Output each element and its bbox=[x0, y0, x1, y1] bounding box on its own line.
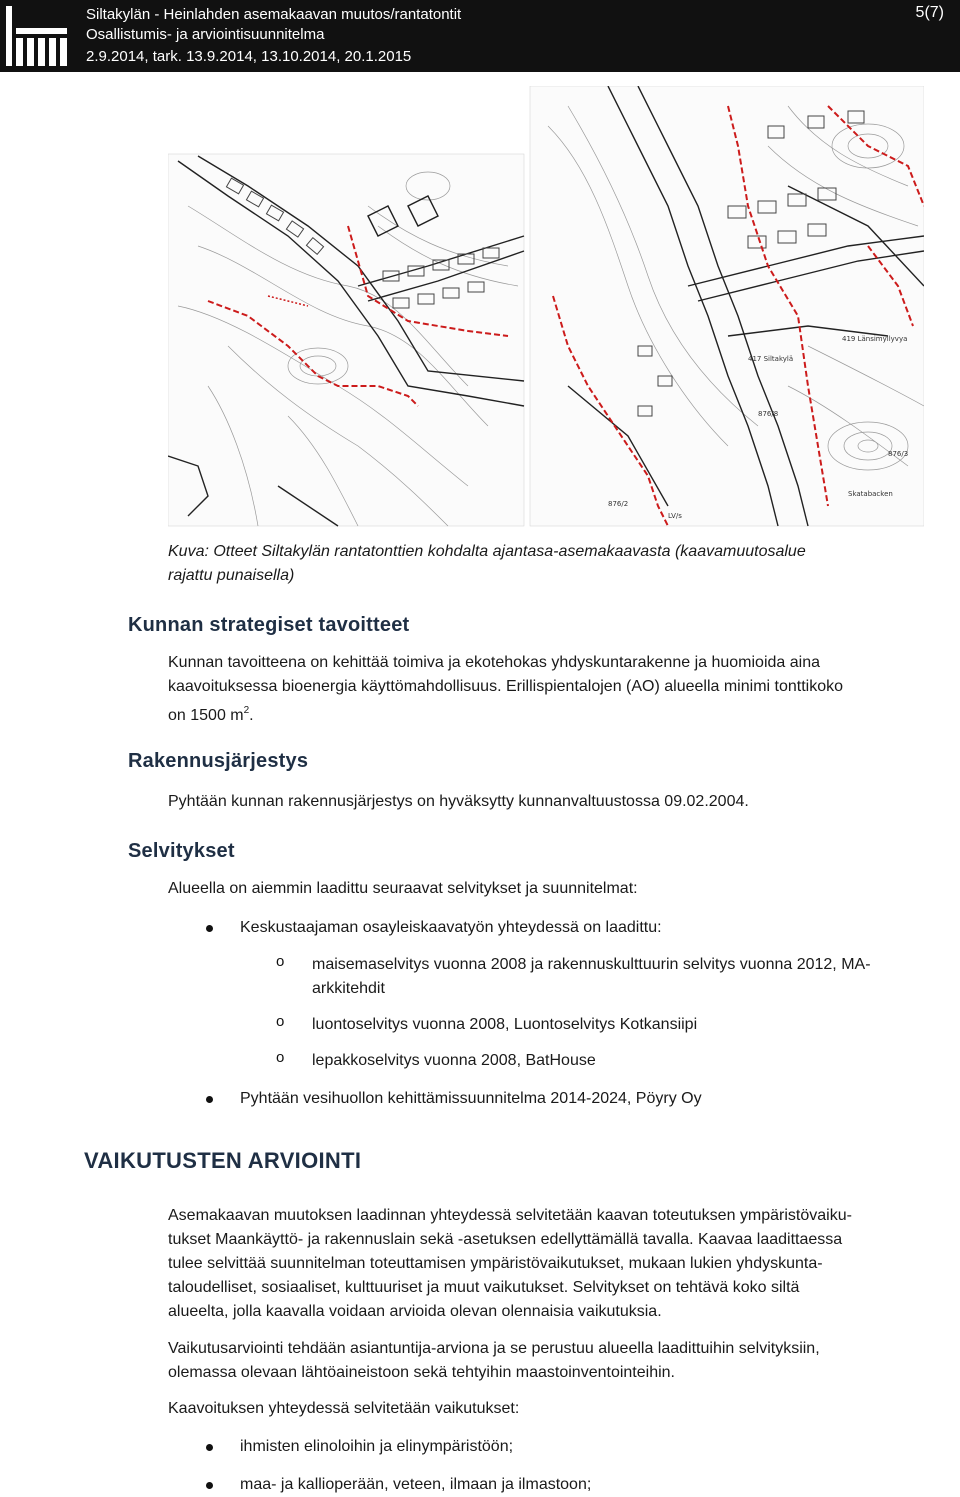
map-label: 876/2 bbox=[608, 500, 629, 508]
impact-heading: VAIKUTUSTEN ARVIOINTI bbox=[84, 1148, 362, 1173]
caption-line: Kuva: Otteet Siltakylän rantatonttien kohdalta ajantasa-asemakaavasta (kaavamuutosalue bbox=[168, 543, 806, 560]
rules-text: Pyhtään kunnan rakennusjärjestys on hyväksytty kunnanvaltuustossa 09.02.2004. bbox=[168, 793, 749, 810]
studies-subitem: lepakkoselvitys vuonna 2008, BatHouse bbox=[312, 1052, 596, 1069]
strategy-heading: Kunnan strategiset tavoitteet bbox=[128, 614, 410, 636]
studies-bullet: Keskustaajaman osayleiskaavatyön yhteydessä on laadittu: bbox=[240, 919, 662, 936]
text-line: tukset Maankäyttö- ja rakennuslain sekä -asetuksen edellyttämällä tavalla. Kaavaa laadittaessa bbox=[168, 1231, 843, 1248]
caption-line: rajattu punaisella) bbox=[168, 567, 295, 584]
strategy-paragraph bbox=[168, 651, 948, 728]
sub-bullet-icon: o bbox=[276, 953, 285, 970]
municipality-logo-icon bbox=[4, 4, 70, 68]
map-label: Skatabacken bbox=[848, 490, 893, 498]
map-label: 419 Länsimyllyvya bbox=[842, 335, 908, 343]
text-line: alueelta, jolla kaavalla voidaan arvioida olevan olennaisia vaikutuksia. bbox=[168, 1303, 662, 1320]
bullet-icon bbox=[206, 1482, 213, 1489]
impact-paragraph bbox=[168, 1337, 948, 1385]
text-line: Asemakaavan muutoksen laadinnan yhteydessä selvitetään kaavan toteutuksen ympäristövaiku- bbox=[168, 1207, 852, 1224]
studies-intro: Alueella on aiemmin laadittu seuraavat selvitykset ja suunnitelmat: bbox=[168, 880, 638, 897]
map-label: 876/8 bbox=[758, 410, 779, 418]
text-line: Kunnan tavoitteena on kehittää toimiva ja ekotehokas yhdyskuntarakenne ja huomioida aina bbox=[168, 654, 820, 671]
document-dates: 2.9.2014, tark. 13.9.2014, 13.10.2014, 20.1.2015 bbox=[86, 48, 412, 65]
studies-subitem: luontoselvitys vuonna 2008, Luontoselvitys Kotkansiipi bbox=[312, 1016, 698, 1033]
rules-heading: Rakennusjärjestys bbox=[128, 750, 309, 772]
document-title: Siltakylän - Heinlahden asemakaavan muutos/rantatontit bbox=[86, 6, 462, 23]
text-line: Vaikutusarviointi tehdään asiantuntija-arviona ja se perustuu alueella laadittuihin selvityksiin, bbox=[168, 1340, 820, 1357]
studies-subitem bbox=[312, 953, 952, 1001]
text-line: olemassa olevaan lähtöaineistoon sekä tehtyihin maastoinventointeihin. bbox=[168, 1364, 675, 1381]
superscript: 2 bbox=[243, 705, 250, 716]
left-map bbox=[168, 154, 524, 526]
studies-bullet: Pyhtään vesihuollon kehittämissuunnitelma 2014-2024, Pöyry Oy bbox=[240, 1090, 702, 1107]
impact-item: ihmisten elinoloihin ja elinympäristöön; bbox=[240, 1438, 514, 1455]
text-line: tulee selvittää suunnitelman toteuttamisen ympäristövaikutukset, mukaan lukien yhdyskunta- bbox=[168, 1255, 823, 1272]
impact-item: maa- ja kallioperään, veteen, ilmaan ja ilmastoon; bbox=[240, 1476, 592, 1493]
text-line bbox=[168, 699, 948, 728]
figure-caption bbox=[168, 540, 908, 588]
bullet-icon bbox=[206, 1444, 213, 1451]
page-number: 5(7) bbox=[915, 4, 944, 21]
text-line: arkkitehdit bbox=[312, 980, 385, 997]
impact-paragraph bbox=[168, 1204, 948, 1324]
bullet-icon bbox=[206, 925, 213, 932]
text-fragment: . bbox=[249, 707, 254, 724]
text-line: taloudelliset, sosiaaliset, kulttuuriset ja muut vaikutukset. Selvitykset on tehtävä koko siltä bbox=[168, 1279, 800, 1296]
map-label: LV/s bbox=[668, 512, 682, 520]
text-line: maisemaselvitys vuonna 2008 ja rakennuskulttuurin selvitys vuonna 2012, MA- bbox=[312, 956, 871, 973]
impact-intro: Kaavoituksen yhteydessä selvitetään vaikutukset: bbox=[168, 1400, 520, 1417]
sub-bullet-icon: o bbox=[276, 1013, 285, 1030]
zoning-map-excerpts bbox=[168, 86, 924, 528]
text-line: kaavoituksessa bioenergia käyttömahdollisuus. Erillispientalojen (AO) alueella minimi tonttikoko bbox=[168, 678, 843, 695]
sub-bullet-icon: o bbox=[276, 1049, 285, 1066]
studies-heading: Selvitykset bbox=[128, 840, 235, 862]
text-fragment: on 1500 m bbox=[168, 707, 244, 724]
right-map bbox=[530, 86, 924, 526]
map-label: 876/3 bbox=[888, 450, 909, 458]
map-label: 417 Siltakylä bbox=[748, 355, 794, 363]
document-subtitle: Osallistumis- ja arviointisuunnitelma bbox=[86, 26, 325, 43]
bullet-icon bbox=[206, 1096, 213, 1103]
page-header bbox=[0, 0, 960, 72]
